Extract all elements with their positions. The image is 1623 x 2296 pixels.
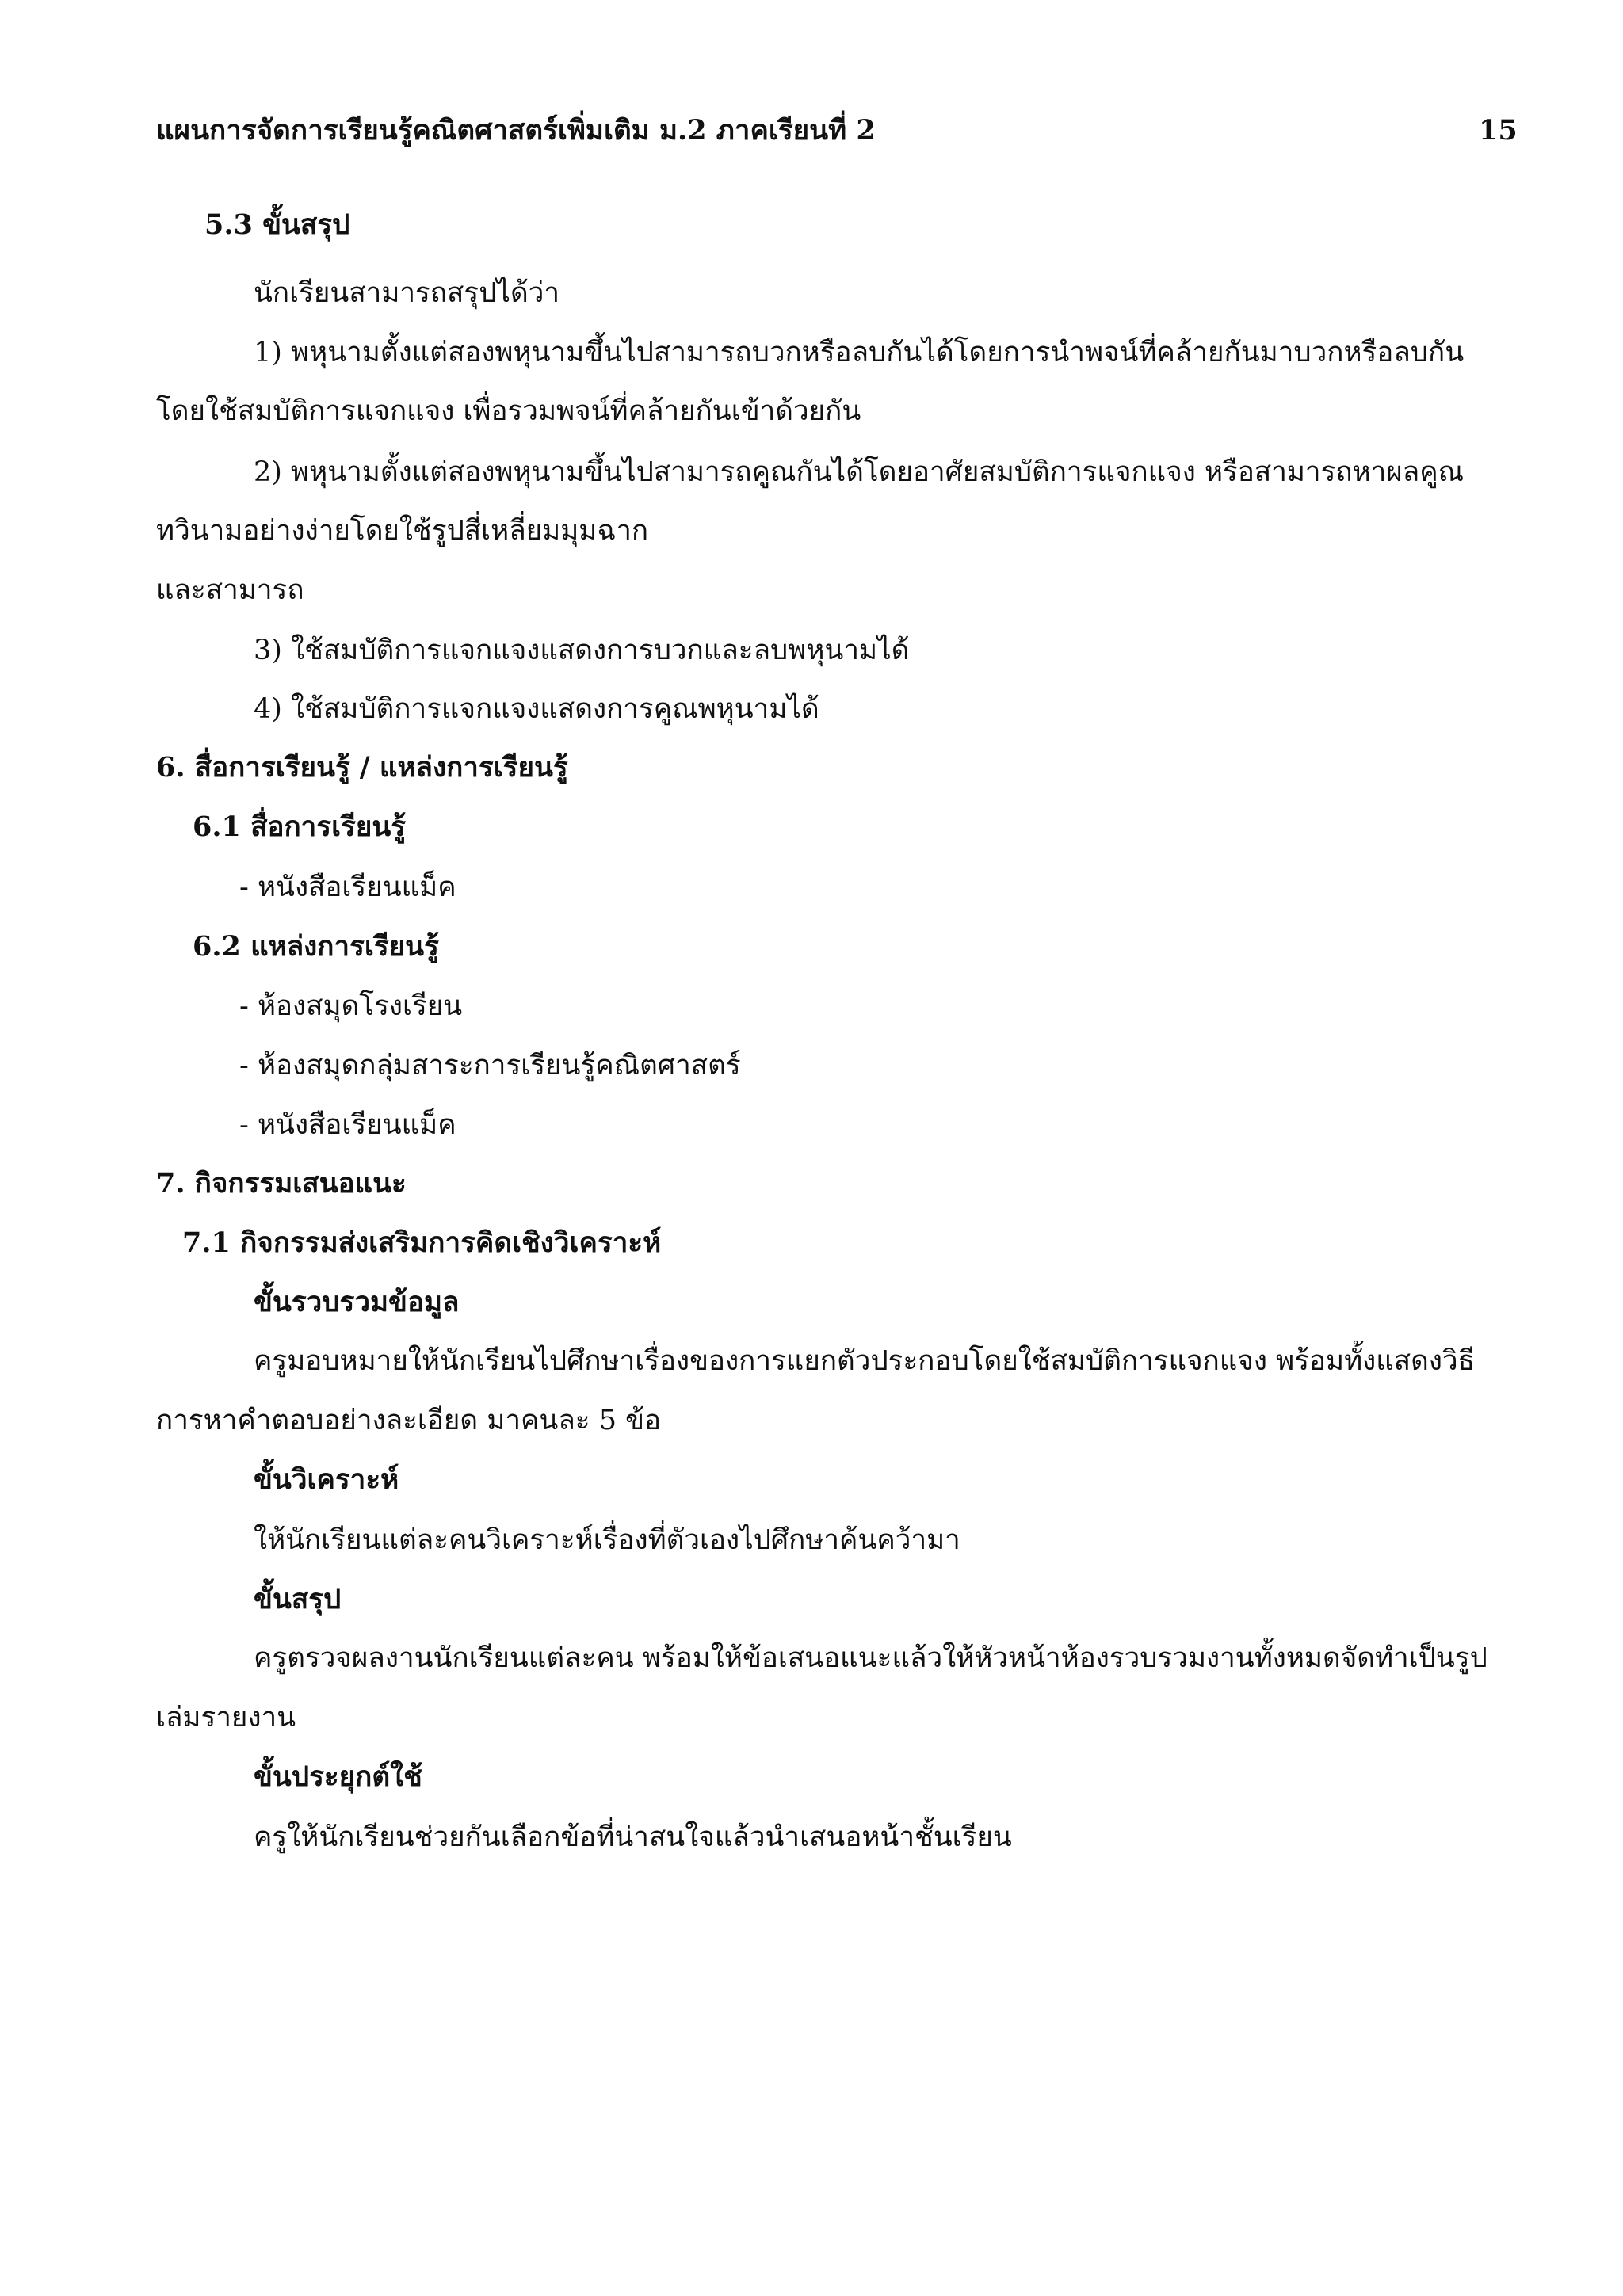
step-heading: ขั้นรวบรวมข้อมูล <box>254 1286 460 1318</box>
paragraph-line: 3) ใช้สมบัติการแจกแจงแสดงการบวกและลบพหุนามได้ <box>254 635 910 666</box>
section-heading-6: 6. สื่อการเรียนรู้ / แหล่งการเรียนรู้ <box>156 751 568 784</box>
list-item: - หนังสือเรียนแม็ค <box>239 1109 456 1141</box>
section-heading-7: 7. กิจกรรมเสนอแนะ <box>156 1167 407 1199</box>
paragraph-line: และสามารถ <box>156 574 304 606</box>
paragraph-line: เล่มรายงาน <box>156 1702 296 1733</box>
header-title: แผนการจัดการเรียนรู้คณิตศาสตร์เพิ่มเติม ม.2 ภาคเรียนที่ 2 <box>156 114 876 147</box>
paragraph-line: 2) พหุนามตั้งแต่สองพหุนามขึ้นไปสามารถคูณกันได้โดยอาศัยสมบัติการแจกแจง หรือสามารถหาผลคูณ <box>254 456 1465 488</box>
paragraph-line: ครูมอบหมายให้นักเรียนไปศึกษาเรื่องของการแยกตัวประกอบโดยใช้สมบัติการแจกแจง พร้อมทั้งแสดงวิธี <box>254 1345 1476 1377</box>
paragraph-line: การหาคำตอบอย่างละเอียด มาคนละ 5 ข้อ <box>156 1405 662 1436</box>
paragraph-line: 1) พหุนามตั้งแต่สองพหุนามขึ้นไปสามารถบวกหรือลบกันได้โดยการนำพจน์ที่คล้ายกันมาบวกหรือลบกัน <box>254 337 1465 368</box>
paragraph-line: ทวินามอย่างง่ายโดยใช้รูปสี่เหลี่ยมมุมฉาก <box>156 515 649 547</box>
step-heading: ขั้นวิเคราะห์ <box>254 1463 399 1496</box>
section-heading-6-2: 6.2 แหล่งการเรียนรู้ <box>193 930 439 963</box>
section-heading-6-1: 6.1 สื่อการเรียนรู้ <box>193 810 407 843</box>
paragraph-line: 4) ใช้สมบัติการแจกแจงแสดงการคูณพหุนามได้ <box>254 693 819 725</box>
section-heading-5-3: 5.3 ขั้นสรุป <box>204 208 350 241</box>
paragraph-line: โดยใช้สมบัติการแจกแจง เพื่อรวมพจน์ที่คล้ายกันเข้าด้วยกัน <box>156 395 861 427</box>
page-number: 15 <box>1479 114 1518 147</box>
section-heading-7-1: 7.1 กิจกรรมส่งเสริมการคิดเชิงวิเคราะห์ <box>182 1226 662 1259</box>
list-item: - ห้องสมุดกลุ่มสาระการเรียนรู้คณิตศาสตร์ <box>239 1050 741 1081</box>
list-item: - หนังสือเรียนแม็ค <box>239 871 456 903</box>
paragraph-line: นักเรียนสามารถสรุปได้ว่า <box>254 277 560 309</box>
paragraph-line: ครูตรวจผลงานนักเรียนแต่ละคน พร้อมให้ข้อเสนอแนะแล้วให้หัวหน้าห้องรวบรวมงานทั้งหมดจัดทำเป็นรูป <box>254 1642 1487 1674</box>
paragraph-line: ให้นักเรียนแต่ละคนวิเคราะห์เรื่องที่ตัวเองไปศึกษาค้นคว้ามา <box>254 1524 960 1556</box>
paragraph-line: ครูให้นักเรียนช่วยกันเลือกข้อที่น่าสนใจแล้วนำเสนอหน้าชั้นเรียน <box>254 1821 1012 1853</box>
step-heading: ขั้นประยุกต์ใช้ <box>254 1760 422 1793</box>
list-item: - ห้องสมุดโรงเรียน <box>239 990 463 1022</box>
step-heading: ขั้นสรุป <box>254 1583 342 1615</box>
